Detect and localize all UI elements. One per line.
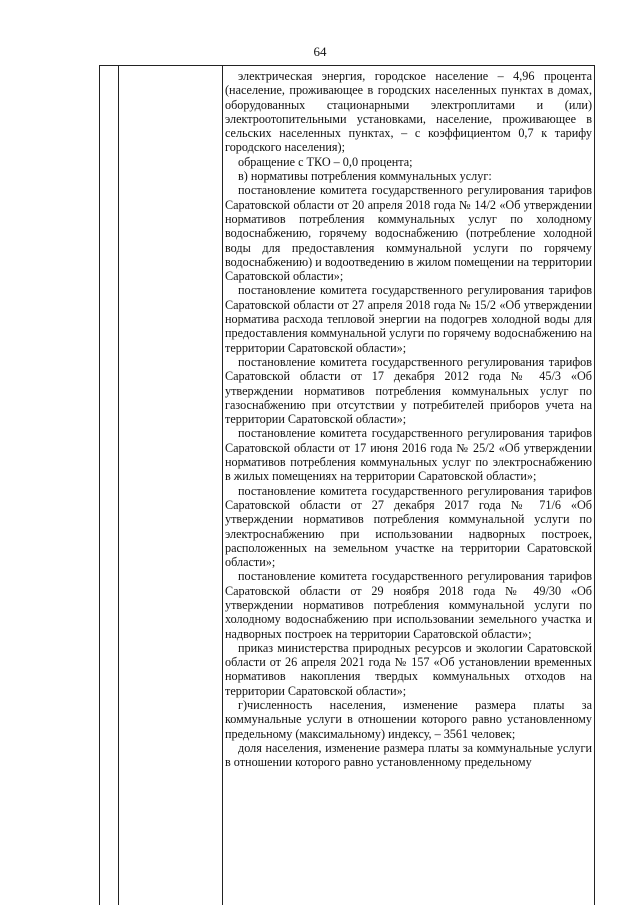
- paragraph-resolution-45-3: постановление комитета государственного регулирования тарифов Саратовской области от 17 декабря 2012 года № 45/3 «Об утверждении нормативов потребления коммунальных услуг по газоснабжению при отсутствии у потребителей приборов учета на территории Саратовской области»;: [225, 354, 592, 427]
- paragraph-resolution-14-2: постановление комитета государственного регулирования тарифов Саратовской области от 20 апреля 2018 года № 14/2 «Об утверждении нормативов потребления коммунальных услуг по холодному водоснабжению, горячему водоснабжению (потребление холодной воды для предоставления коммунальной услуги по горячему водоснабжению) и водоотведению в жилом помещении на территории Саратовской области»;: [225, 183, 592, 284]
- paragraph-electricity: электрическая энергия, городское население – 4,96 процента (население, проживающее в городских населенных пунктах в домах, оборудованных стационарными электроплитами и (или) электроотопительными установками, население, проживающее в сельских населенных пунктах, – с коэффициентом 0,7 к тарифу городского населения);: [225, 69, 592, 155]
- column-divider-1: [118, 66, 119, 905]
- paragraph-resolution-15-2: постановление комитета государственного регулирования тарифов Саратовской области от 27 апреля 2018 года № 15/2 «Об утверждении норматива расхода тепловой энергии на подогрев холодной воды для предоставления коммунальной услуги по горячему водоснабжению на территории Саратовской области»;: [225, 283, 592, 355]
- paragraph-tko: обращение с ТКО – 0,0 процента;: [238, 154, 413, 169]
- table-cell-content: [225, 69, 592, 770]
- paragraph-resolution-71-6: постановление комитета государственного регулирования тарифов Саратовской области от 27 декабря 2017 года № 71/6 «Об утверждении нормативов потребления коммунальной услуги по электроснабжению при использовании надворных построек, расположенных на земельном участке на территории Саратовской области»;: [225, 483, 592, 570]
- document-table: [99, 65, 595, 905]
- paragraph-resolution-49-30: постановление комитета государственного регулирования тарифов Саратовской области от 29 ноября 2018 года № 49/30 «Об утверждении нормативов потребления коммунальной услуги по холодному водоснабжению при использовании земельного участка и надворных построек на территории Саратовской области»;: [225, 569, 592, 641]
- column-divider-2: [222, 66, 223, 905]
- paragraph-norms-heading: в) нормативы потребления коммунальных услуг:: [238, 169, 492, 184]
- paragraph-order-157: приказ министерства природных ресурсов и экологии Саратовской области от 26 апреля 2021 года № 157 «Об установлении временных нормативов накопления твердых коммунальных отходов на территории Саратовской области»;: [225, 640, 592, 698]
- paragraph-resolution-25-2: постановление комитета государственного регулирования тарифов Саратовской области от 17 июня 2016 года № 25/2 «Об утверждении нормативов потребления коммунальных услуг по электроснабжению в жилых помещениях на территории Саратовской области»;: [225, 426, 592, 484]
- paragraph-population-share: доля населения, изменение размера платы за коммунальные услуги в отношении которого равно установленному предельному: [225, 740, 592, 770]
- page-number: 64: [313, 44, 327, 59]
- paragraph-population-count: г)численность населения, изменение размера платы за коммунальные услуги в отношении которого равно установленному предельному (максимальному) индексу, – 3561 человек;: [225, 698, 592, 741]
